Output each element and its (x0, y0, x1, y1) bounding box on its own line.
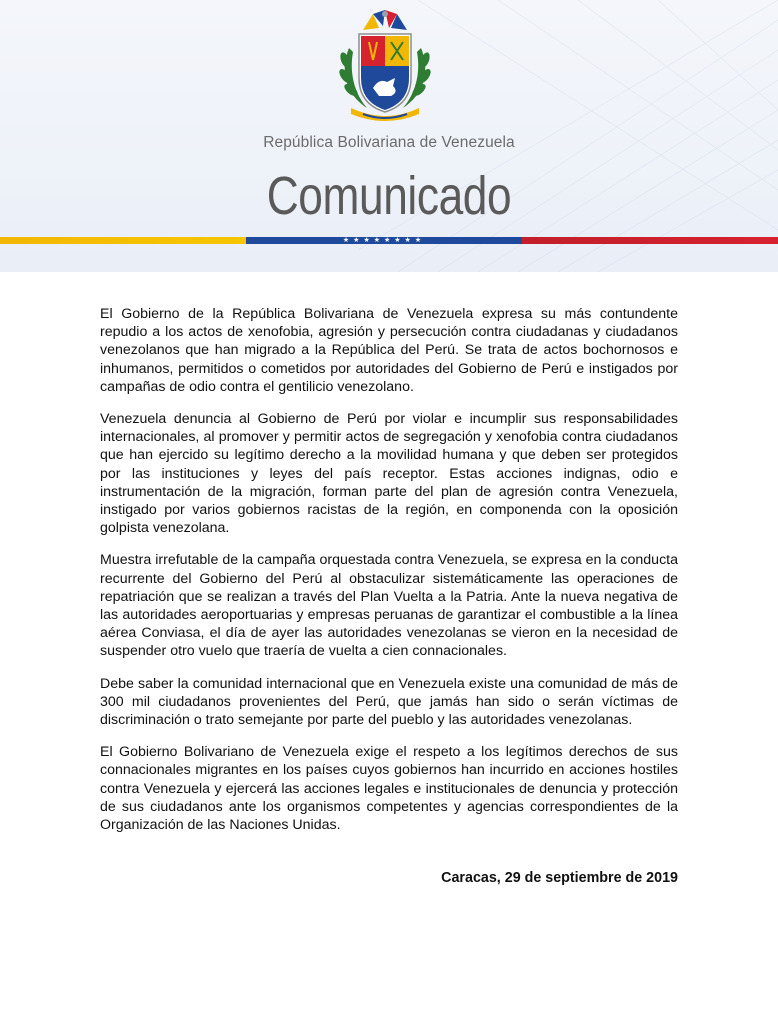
republic-name: República Bolivariana de Venezuela (263, 134, 515, 151)
venezuela-coat-of-arms-icon (333, 8, 437, 124)
paragraph-2: Venezuela denuncia al Gobierno de Perú por violar e incumplir sus responsabilidades internacionales, al promover y permitir actos de segregación y xenofobia contra ciudadanos que han ejercido su legítimo derecho a la movilidad humana y que deben ser protegidos por las instituciones y leyes del país receptor. Estas acciones indignas, odio e instrumentación de la migración, forman parte del plan de agresión contra Venezuela, instigado por varios gobiernos racistas de la región, en componenda con la oposición golpista venezolana. (100, 411, 678, 537)
band-red (522, 237, 778, 244)
flags-icon (363, 10, 407, 30)
paragraph-3: Muestra irrefutable de la campaña orquestada contra Venezuela, se expresa en la conducta recurrente del Gobierno del Perú al obstaculizar sistemáticamente las operaciones de repatriación que se realizan a través del Plan Vuelta a la Patria. Ante la nueva negativa de las autoridades aeroportuarias y empresas peruanas de garantizar el combustible a la línea aérea Conviasa, el día de ayer las autoridades venezolanas se vieron en la necesidad de suspender otro vuelo que traería de vuelta a cien connacionales. (100, 552, 678, 660)
statement-body (100, 305, 678, 848)
paragraph-4: Debe saber la comunidad internacional que en Venezuela existe una comunidad de más de 300 mil ciudadanos provenientes del Perú, que jamás han sido o serán víctimas de discriminación o trato semejante por parte del pueblo y las autoridades venezolanas. (100, 675, 678, 729)
band-yellow (0, 237, 246, 244)
tricolor-band (0, 237, 778, 244)
paragraph-1: El Gobierno de la República Bolivariana de Venezuela expresa su más contundente repudio a los actos de xenofobia, agresión y persecución contra ciudadanas y ciudadanos venezolanos que han migrado a la República del Perú. Se trata de actos bochornosos e inhumanos, permitidos o cometidos por autoridades del Gobierno de Perú e instigados por campañas de odio contra el gentilicio venezolano. (100, 306, 678, 395)
page-title: Comunicado (266, 166, 512, 226)
shield-icon (359, 34, 411, 112)
letterhead (0, 0, 778, 272)
stars-icon: ★★★★★★★★ (342, 237, 426, 244)
signoff-date: Caracas, 29 de septiembre de 2019 (441, 870, 678, 886)
paragraph-5: El Gobierno Bolivariano de Venezuela exige el respeto a los legítimos derechos de sus connacionales migrantes en los países cuyos gobiernos han incurrido en acciones hostiles contra Venezuela y ejercerá las acciones legales e institucionales de denuncia y protección de sus ciudadanos ante los organismos competentes y agencias correspondientes de la Organización de las Naciones Unidas. (100, 744, 678, 834)
